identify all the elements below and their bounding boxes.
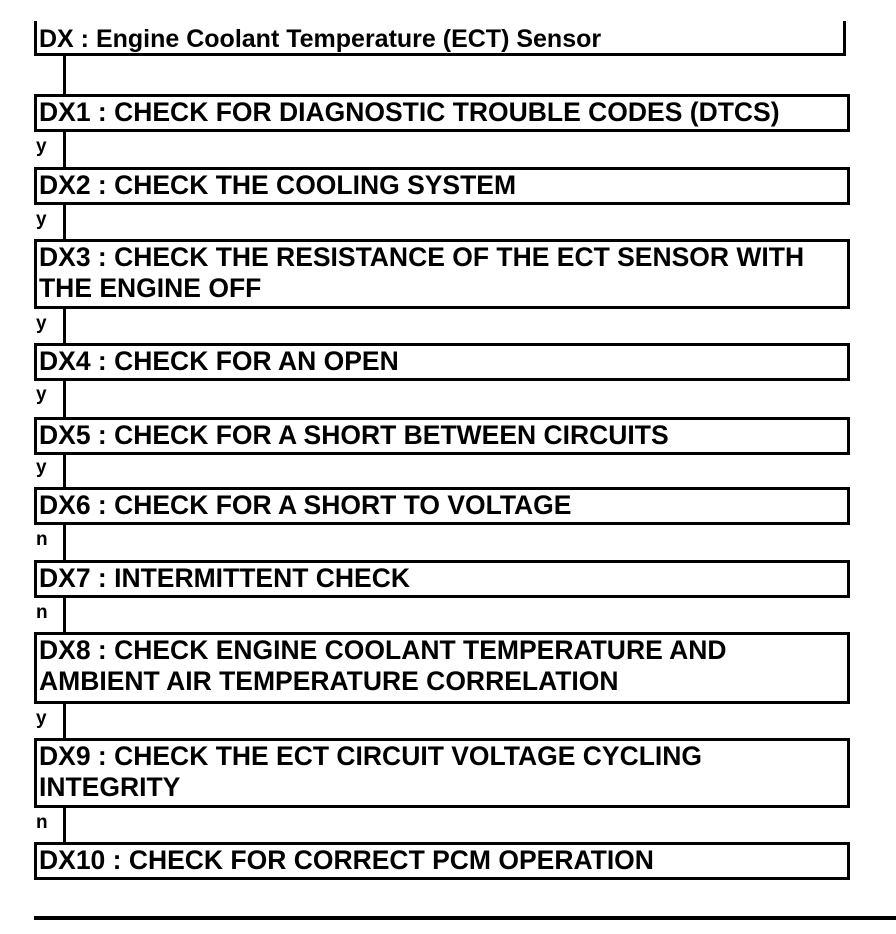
branch-label-dx3: y bbox=[36, 313, 47, 334]
branch-label-dx4: y bbox=[36, 384, 47, 405]
connector-dx9-dx10 bbox=[63, 808, 66, 844]
connector-dx7-dx8 bbox=[63, 598, 66, 634]
step-box-dx5 bbox=[34, 417, 850, 455]
step-label-dx9-line2: INTEGRITY bbox=[39, 772, 181, 802]
connector-dx3-dx4 bbox=[63, 309, 66, 345]
connector-dx4-dx5 bbox=[63, 381, 66, 419]
connector-dx1-dx2 bbox=[63, 132, 66, 168]
step-label-dx10: DX10 : CHECK FOR CORRECT PCM OPERATION bbox=[39, 845, 654, 875]
branch-label-dx1: y bbox=[36, 136, 47, 157]
connector-dx8-dx9 bbox=[63, 704, 66, 740]
connector-dx5-dx6 bbox=[63, 455, 66, 489]
step-box-dx10 bbox=[34, 842, 850, 880]
step-box-dx3 bbox=[34, 239, 850, 309]
branch-label-dx2: y bbox=[36, 209, 47, 230]
step-box-dx7 bbox=[34, 560, 850, 598]
step-box-dx2 bbox=[34, 167, 850, 205]
branch-label-dx5: y bbox=[36, 457, 47, 478]
step-label-dx1: DX1 : CHECK FOR DIAGNOSTIC TROUBLE CODES (DTCS) bbox=[39, 97, 780, 127]
branch-label-dx6: n bbox=[36, 529, 48, 550]
connector-title-dx1 bbox=[63, 56, 66, 96]
step-label-dx4: DX4 : CHECK FOR AN OPEN bbox=[39, 346, 399, 376]
footer-rule bbox=[34, 916, 896, 920]
step-label-dx7: DX7 : INTERMITTENT CHECK bbox=[39, 563, 410, 593]
connector-dx2-dx3 bbox=[63, 205, 66, 241]
branch-label-dx7: n bbox=[36, 602, 48, 623]
branch-label-dx9: n bbox=[36, 812, 48, 833]
step-label-dx6: DX6 : CHECK FOR A SHORT TO VOLTAGE bbox=[39, 490, 572, 520]
step-label-dx8-line1: DX8 : CHECK ENGINE COOLANT TEMPERATURE AND bbox=[39, 635, 727, 665]
step-box-dx9 bbox=[34, 738, 850, 808]
connector-dx6-dx7 bbox=[63, 525, 66, 561]
branch-label-dx8: y bbox=[36, 708, 47, 729]
step-label-dx3-line1: DX3 : CHECK THE RESISTANCE OF THE ECT SENSOR WITH bbox=[39, 242, 805, 272]
step-box-dx6 bbox=[34, 487, 850, 525]
step-box-dx1 bbox=[34, 94, 850, 132]
diagram-title-box bbox=[34, 21, 846, 56]
step-label-dx9-line1: DX9 : CHECK THE ECT CIRCUIT VOLTAGE CYCLING bbox=[39, 741, 703, 771]
step-box-dx8 bbox=[34, 632, 850, 704]
step-label-dx2: DX2 : CHECK THE COOLING SYSTEM bbox=[39, 170, 517, 200]
step-label-dx8-line2: AMBIENT AIR TEMPERATURE CORRELATION bbox=[39, 666, 619, 696]
step-label-dx3-line2: THE ENGINE OFF bbox=[39, 273, 262, 303]
diagram-title: DX : Engine Coolant Temperature (ECT) Sensor bbox=[39, 25, 602, 53]
step-label-dx5: DX5 : CHECK FOR A SHORT BETWEEN CIRCUITS bbox=[39, 420, 669, 450]
step-box-dx4 bbox=[34, 343, 850, 381]
